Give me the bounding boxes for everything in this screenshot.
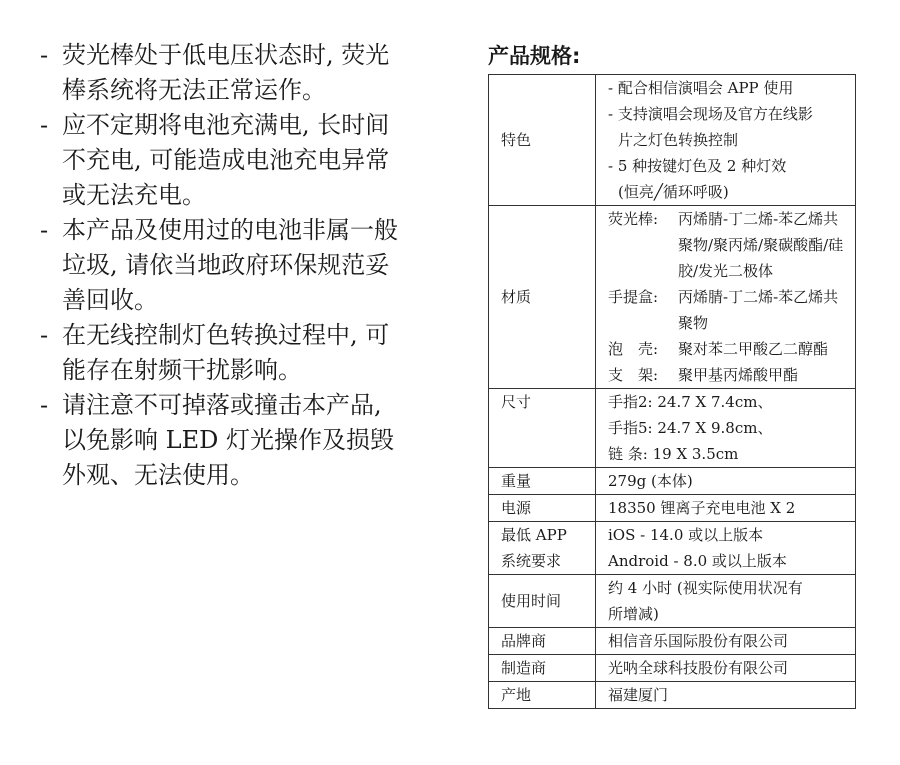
note-item (40, 108, 410, 213)
material-text: 丙烯腈-丁二烯-苯乙烯共聚物 (678, 288, 839, 332)
note-text: 应不定期将电池充满电, 长时间不充电, 可能造成电池充电异常或无法充电。 (62, 111, 390, 209)
material-item (608, 336, 849, 362)
spec-line: iOS - 14.0 或以上版本 (608, 526, 764, 544)
bullet-dash: - (40, 41, 49, 69)
spec-line: 手指2: 24.7 X 7.4cm、 (608, 393, 773, 411)
spec-line: 片之灯色转换控制 (618, 131, 739, 149)
material-text: 聚甲基丙烯酸甲酯 (678, 366, 799, 384)
spec-value: 相信音乐国际股份有限公司 (596, 628, 856, 655)
spec-section (488, 42, 860, 709)
spec-key: 使用时间 (489, 575, 596, 628)
material-text: 丙烯腈-丁二烯-苯乙烯共聚物/聚丙烯/聚碳酸酯/硅胶/发光二极体 (678, 210, 844, 280)
spec-value: 光呐全球科技股份有限公司 (596, 655, 856, 682)
spec-value (596, 75, 856, 206)
spec-line: (恒亮╱循环呼吸) (618, 183, 729, 201)
spec-value: 18350 锂离子充电电池 X 2 (596, 495, 856, 522)
spec-key: 尺寸 (489, 389, 596, 468)
spec-key: 电源 (489, 495, 596, 522)
spec-line: 手指5: 24.7 X 9.8cm、 (608, 419, 773, 437)
spec-value: 福建厦门 (596, 682, 856, 709)
spec-title: 产品规格: (488, 44, 581, 68)
spec-value: 279g (本体) (596, 468, 856, 495)
spec-line: - 5 种按键灯色及 2 种灯效 (608, 157, 787, 175)
material-item (608, 362, 849, 388)
spec-row-size (489, 389, 856, 468)
bullet-dash: - (40, 321, 49, 349)
notes-list (40, 38, 410, 493)
spec-row-power (489, 495, 856, 522)
spec-key: 制造商 (489, 655, 596, 682)
material-label: 手提盒: (608, 288, 659, 306)
material-text: 聚对苯二甲酸乙二醇酯 (678, 340, 829, 358)
material-label: 泡 壳: (608, 340, 659, 358)
spec-key: 特色 (489, 75, 596, 206)
note-text: 请注意不可掉落或撞击本产品, 以免影响 LED 灯光操作及损毁外观、无法使用。 (62, 391, 394, 489)
spec-line: Android - 8.0 或以上版本 (608, 552, 787, 570)
spec-key: 品牌商 (489, 628, 596, 655)
spec-row-weight (489, 468, 856, 495)
spec-line: - 配合相信演唱会 APP 使用 (608, 79, 794, 97)
material-item (608, 284, 849, 336)
spec-value (596, 575, 856, 628)
spec-row-origin (489, 682, 856, 709)
spec-key (489, 522, 596, 575)
spec-row-brand (489, 628, 856, 655)
spec-key-line: 系统要求 (501, 552, 562, 570)
material-item (608, 206, 849, 284)
spec-line: 约 4 小时 (视实际使用状况有 (608, 579, 803, 597)
spec-row-material (489, 206, 856, 389)
spec-key: 材质 (489, 206, 596, 389)
note-text: 本产品及使用过的电池非属一般垃圾, 请依当地政府环保规范妥善回收。 (62, 216, 398, 314)
material-label: 支 架: (608, 366, 659, 384)
note-item (40, 213, 410, 318)
bullet-dash: - (40, 111, 49, 139)
spec-value (596, 389, 856, 468)
spec-key: 产地 (489, 682, 596, 709)
spec-table (488, 74, 856, 709)
spec-key: 重量 (489, 468, 596, 495)
spec-line: - 支持演唱会现场及官方在线影 (608, 105, 813, 123)
note-item (40, 318, 410, 388)
spec-value (596, 206, 856, 389)
material-label: 荧光棒: (608, 210, 659, 228)
spec-key-line: 最低 APP (501, 526, 567, 544)
spec-row-maker (489, 655, 856, 682)
bullet-dash: - (40, 391, 49, 419)
spec-value (596, 522, 856, 575)
spec-line: 所增减) (608, 605, 659, 623)
note-item (40, 38, 410, 108)
note-text: 在无线控制灯色转换过程中, 可能存在射频干扰影响。 (62, 321, 390, 384)
spec-line: 链 条: 19 X 3.5cm (608, 445, 739, 463)
spec-row-app (489, 522, 856, 575)
bullet-dash: - (40, 216, 49, 244)
note-text: 荧光棒处于低电压状态时, 荧光棒系统将无法正常运作。 (62, 41, 390, 104)
spec-row-usage (489, 575, 856, 628)
note-item (40, 388, 410, 493)
spec-row-features (489, 75, 856, 206)
